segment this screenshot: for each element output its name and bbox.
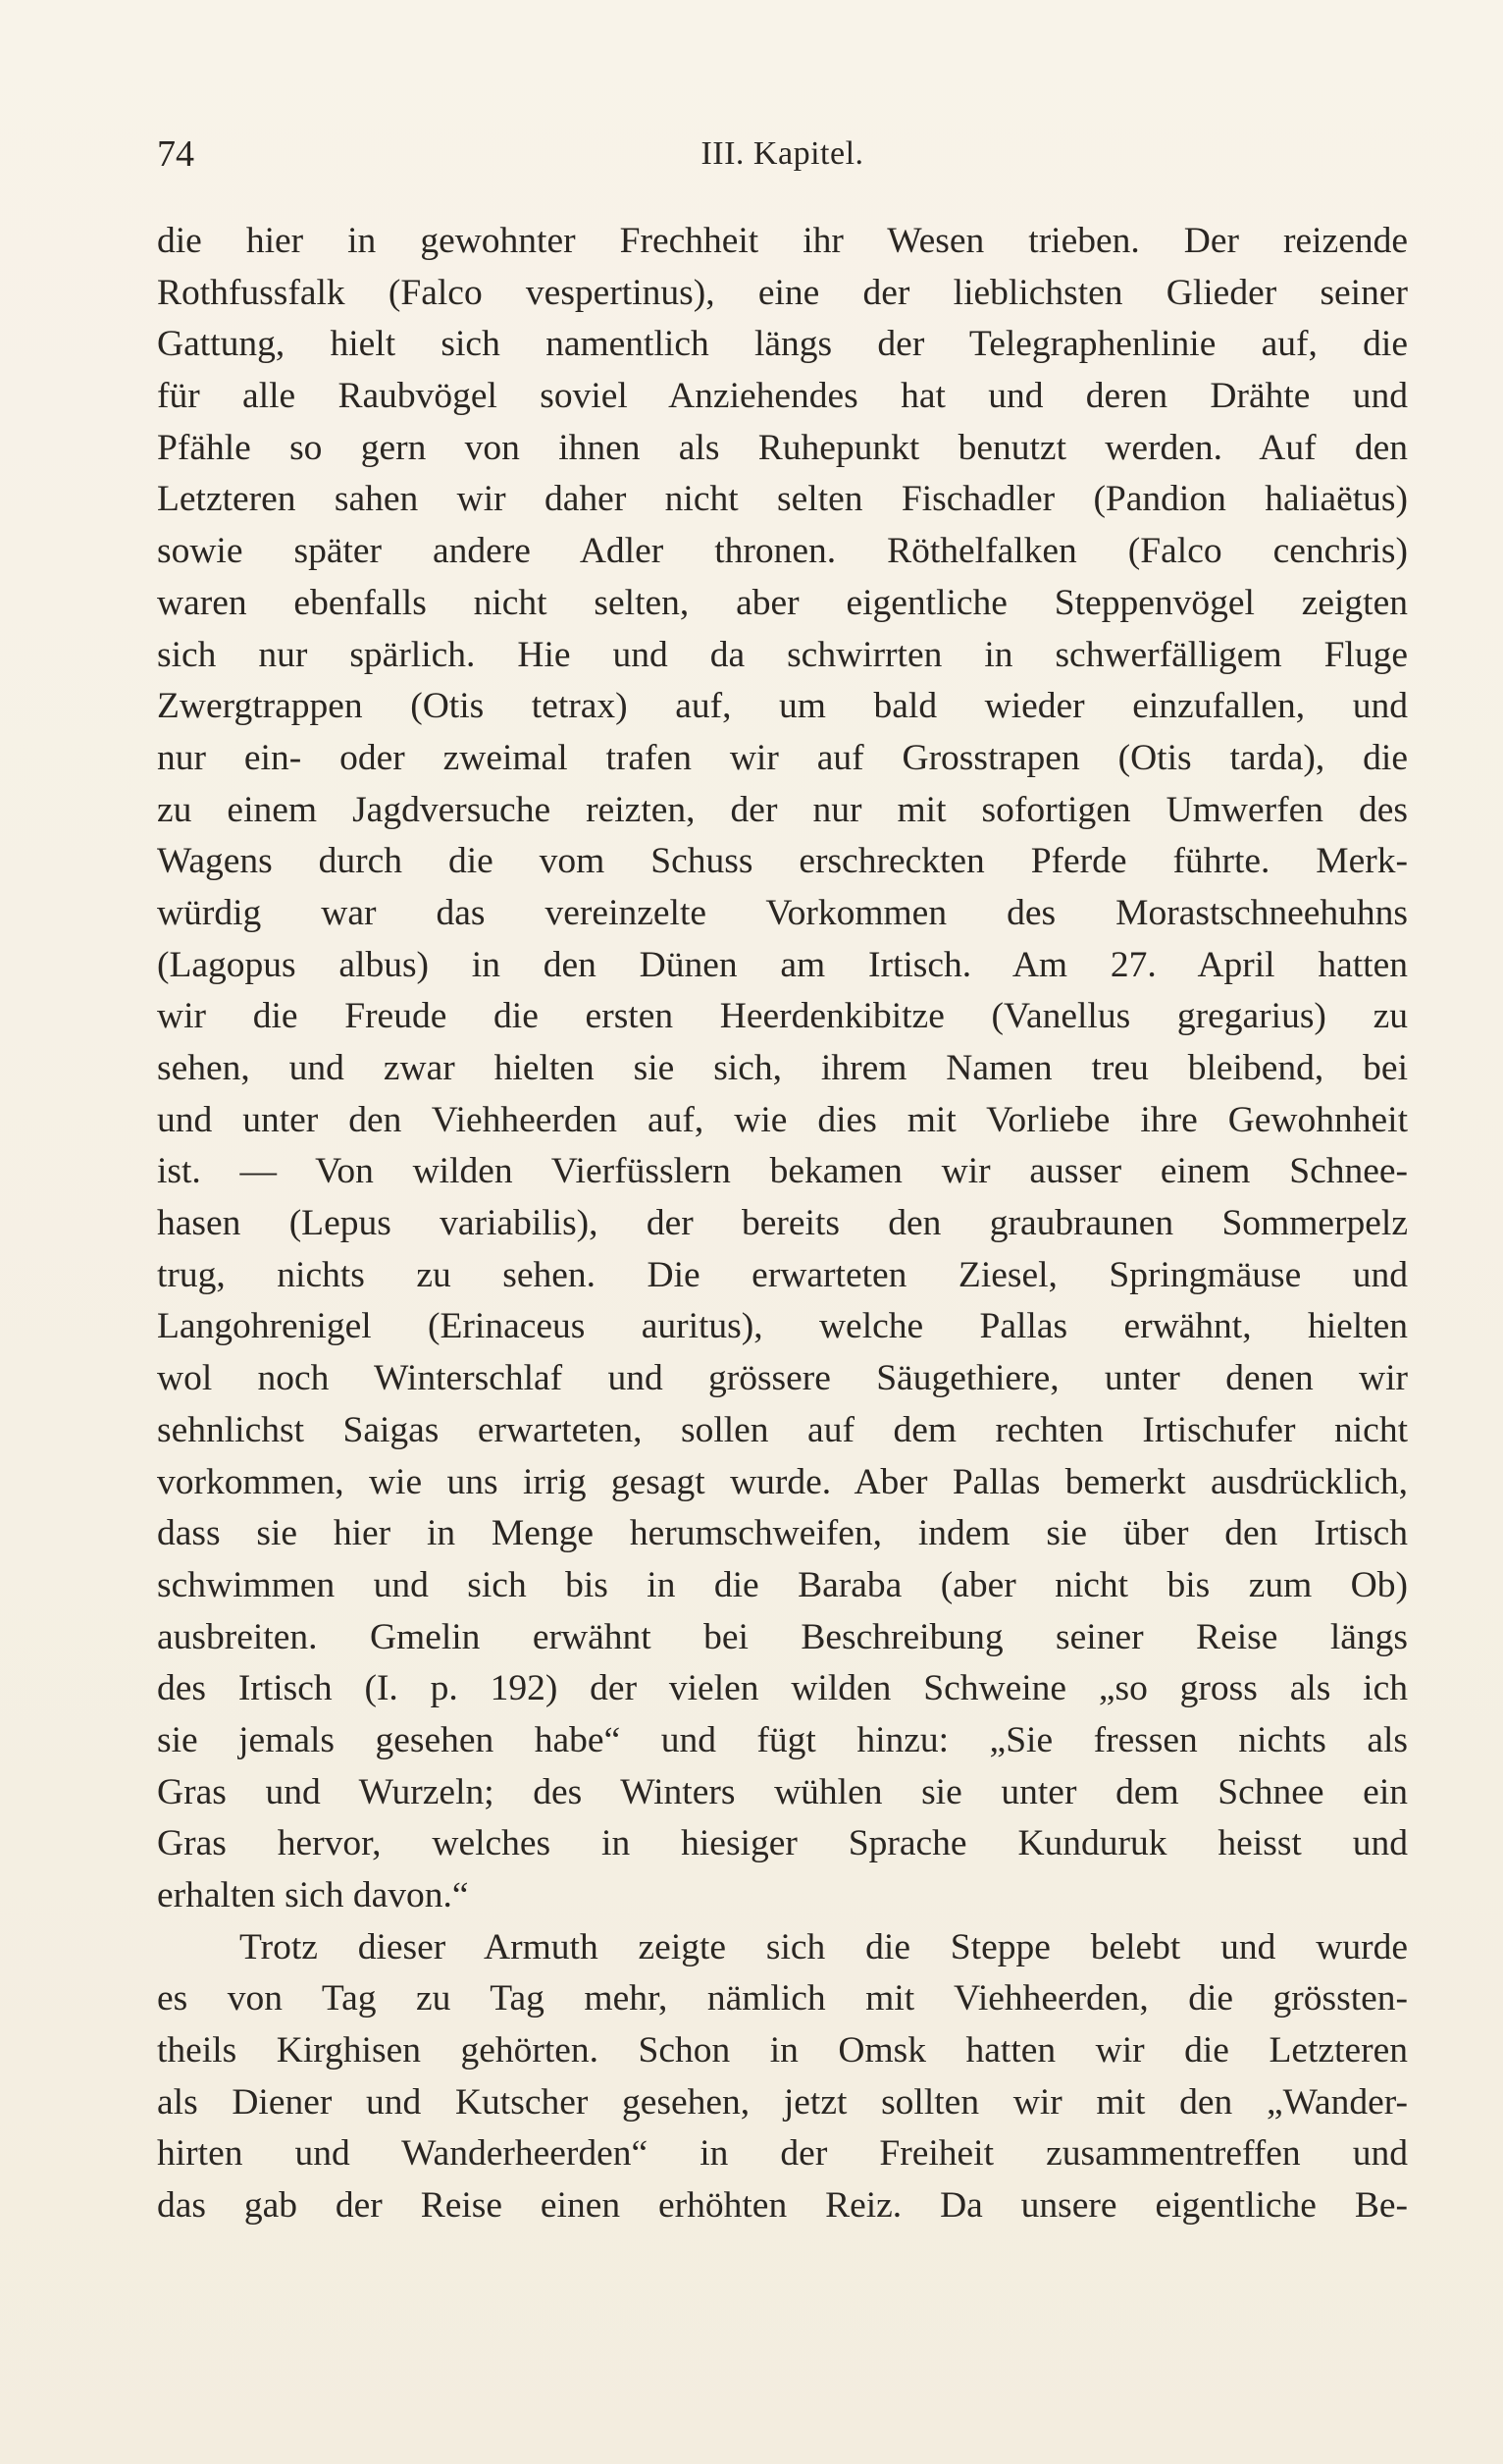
text-line: hasen (Lepus variabilis), der bereits den graubraunen Sommerpelz <box>157 1203 1408 1244</box>
paragraph-end-line: erhalten sich davon.“ <box>157 1875 469 1915</box>
paragraph-start-line: Trotz dieser Armuth zeigte sich die Steppe belebt und wurde <box>239 1926 1408 1967</box>
text-line: sowie später andere Adler thronen. Röthelfalken (Falco cenchris) <box>157 531 1408 572</box>
text-line: sehen, und zwar hielten sie sich, ihrem Namen treu bleibend, bei <box>157 1048 1408 1088</box>
text-line: ausbreiten. Gmelin erwähnt bei Beschreibung seiner Reise längs <box>157 1616 1408 1657</box>
text-line: Zwergtrappen (Otis tetrax) auf, um bald wieder einzufallen, und <box>157 686 1408 727</box>
text-line: ist. — Von wilden Vierfüsslern bekamen wir ausser einem Schnee- <box>157 1151 1408 1192</box>
text-line: es von Tag zu Tag mehr, nämlich mit Viehheerden, die grössten- <box>157 1978 1408 2019</box>
text-line: sie jemals gesehen habe“ und fügt hinzu: „Sie fressen nichts als <box>157 1719 1408 1760</box>
text-line: Pfähle so gern von ihnen als Ruhepunkt benutzt werden. Auf den <box>157 427 1408 468</box>
text-line: Langohrenigel (Erinaceus auritus), welche Pallas erwähnt, hielten <box>157 1306 1408 1347</box>
text-line: Gattung, hielt sich namentlich längs der Telegraphenlinie auf, die <box>157 324 1408 365</box>
text-line: würdig war das vereinzelte Vorkommen des Morastschneehuhns <box>157 892 1408 933</box>
text-line: nur ein- oder zweimal trafen wir auf Grosstrapen (Otis tarda), die <box>157 737 1408 778</box>
text-line: des Irtisch (I. p. 192) der vielen wilden Schweine „so gross als ich <box>157 1668 1408 1709</box>
text-line: und unter den Viehheerden auf, wie dies mit Vorliebe ihre Gewohnheit <box>157 1099 1408 1140</box>
text-line: sehnlichst Saigas erwarteten, sollen auf dem rechten Irtischufer nicht <box>157 1409 1408 1450</box>
text-line: dass sie hier in Menge herumschweifen, indem sie über den Irtisch <box>157 1513 1408 1554</box>
text-line: die hier in gewohnter Frechheit ihr Wesen trieben. Der reizende <box>157 221 1408 261</box>
text-line: trug, nichts zu sehen. Die erwarteten Ziesel, Springmäuse und <box>157 1254 1408 1295</box>
text-line: als Diener und Kutscher gesehen, jetzt sollten wir mit den „Wander- <box>157 2081 1408 2123</box>
text-line: sich nur spärlich. Hie und da schwirrten in schwerfälligem Fluge <box>157 634 1408 675</box>
text-line: für alle Raubvögel soviel Anziehendes hat und deren Drähte und <box>157 376 1408 417</box>
text-line: Gras hervor, welches in hiesiger Sprache Kunduruk heisst und <box>157 1823 1408 1864</box>
text-line: das gab der Reise einen erhöhten Reiz. Da unsere eigentliche Be- <box>157 2185 1408 2227</box>
text-line: (Lagopus albus) in den Dünen am Irtisch. Am 27. April hatten <box>157 944 1408 985</box>
text-line: theils Kirghisen gehörten. Schon in Omsk hatten wir die Letzteren <box>157 2030 1408 2071</box>
body-text <box>157 216 1408 2232</box>
page-number: 74 <box>157 133 194 175</box>
page-header <box>157 130 1408 179</box>
text-line: waren ebenfalls nicht selten, aber eigentliche Steppenvögel zeigten <box>157 582 1408 623</box>
text-line: Wagens durch die vom Schuss erschreckten Pferde führte. Merk- <box>157 841 1408 882</box>
text-line: schwimmen und sich bis in die Baraba (aber nicht bis zum Ob) <box>157 1564 1408 1605</box>
running-title: III. Kapitel. <box>700 135 864 172</box>
text-line: Rothfussfalk (Falco vespertinus), eine der lieblichsten Glieder seiner <box>157 272 1408 313</box>
text-line: wol noch Winterschlaf und grössere Säugethiere, unter denen wir <box>157 1358 1408 1399</box>
text-line: vorkommen, wie uns irrig gesagt wurde. Aber Pallas bemerkt ausdrücklich, <box>157 1461 1408 1502</box>
text-line: hirten und Wanderheerden“ in der Freiheit zusammentreffen und <box>157 2133 1408 2175</box>
text-line: Gras und Wurzeln; des Winters wühlen sie unter dem Schnee ein <box>157 1771 1408 1812</box>
text-line: wir die Freude die ersten Heerdenkibitze (Vanellus gregarius) zu <box>157 996 1408 1037</box>
text-line: zu einem Jagdversuche reizten, der nur mit sofortigen Umwerfen des <box>157 789 1408 830</box>
text-line: Letzteren sahen wir daher nicht selten Fischadler (Pandion haliaëtus) <box>157 479 1408 520</box>
